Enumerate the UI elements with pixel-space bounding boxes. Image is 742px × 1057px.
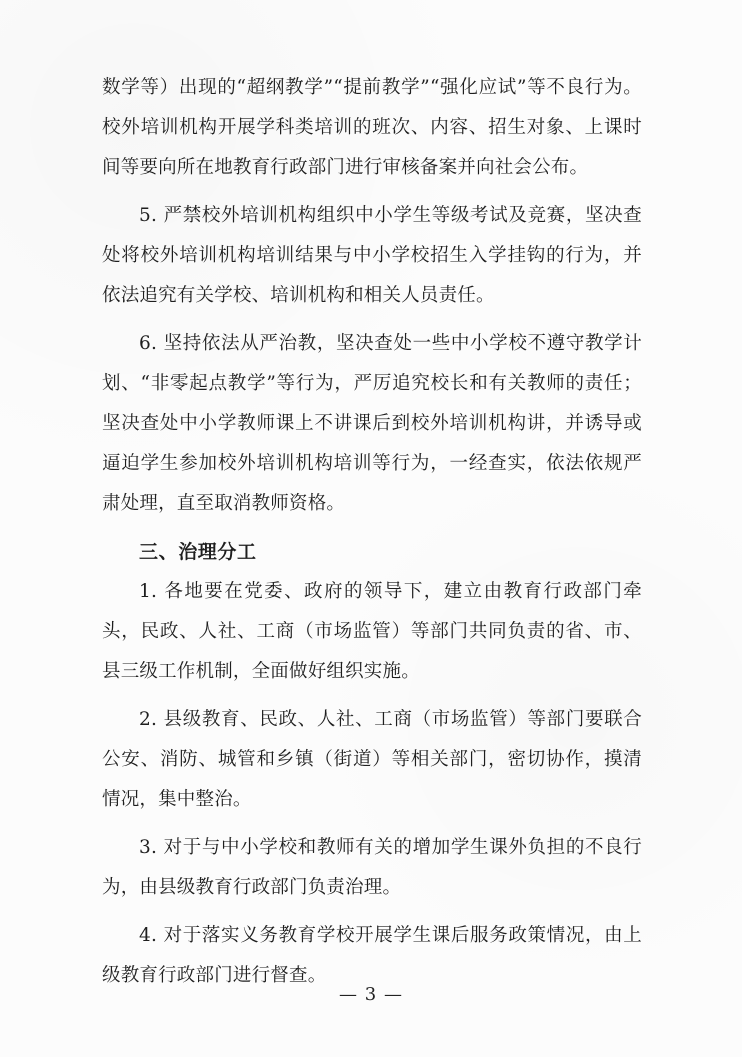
section-item-3: 3. 对于与中小学校和教师有关的增加学生课外负担的不良行为，由县级教育行政部门负责治理。 [102, 837, 642, 898]
section-item-1: 1. 各地要在党委、政府的领导下，建立由教育行政部门牵头，民政、人社、工商（市场监管）等部门共同负责的省、市、县三级工作机制，全面做好组织实施。 [102, 581, 642, 682]
section-heading: 三、治理分工 [139, 541, 257, 563]
section-item-4: 4. 对于落实义务教育学校开展学生课后服务政策情况，由上级教育行政部门进行督查。 [102, 925, 642, 986]
continued-paragraph: 数学等）出现的“超纲教学”“提前教学”“强化应试”等不良行为。校外培训机构开展学科类培训的班次、内容、招生对象、上课时间等要向所在地教育行政部门进行审核备案并向社会公布。 [102, 77, 642, 178]
paragraph-item-5: 5. 严禁校外培训机构组织中小学生等级考试及竞赛，坚决查处将校外培训机构培训结果与中小学校招生入学挂钩的行为，并依法追究有关学校、培训机构和相关人员责任。 [102, 205, 642, 306]
document-body [102, 68, 642, 996]
page-number: — 3 — [339, 984, 403, 1005]
section-item-2: 2. 县级教育、民政、人社、工商（市场监管）等部门要联合公安、消防、城管和乡镇（街道）等相关部门，密切协作，摸清情况，集中整治。 [102, 709, 642, 810]
paragraph-item-6: 6. 坚持依法从严治教，坚决查处一些中小学校不遵守教学计划、“非零起点教学”等行为，严厉追究校长和有关教师的责任；坚决查处中小学教师课上不讲课后到校外培训机构讲，并诱导或逼迫学生参加校外培训机构培训等行为，一经查实，依法依规严肃处理，直至取消教师资格。 [102, 333, 642, 514]
